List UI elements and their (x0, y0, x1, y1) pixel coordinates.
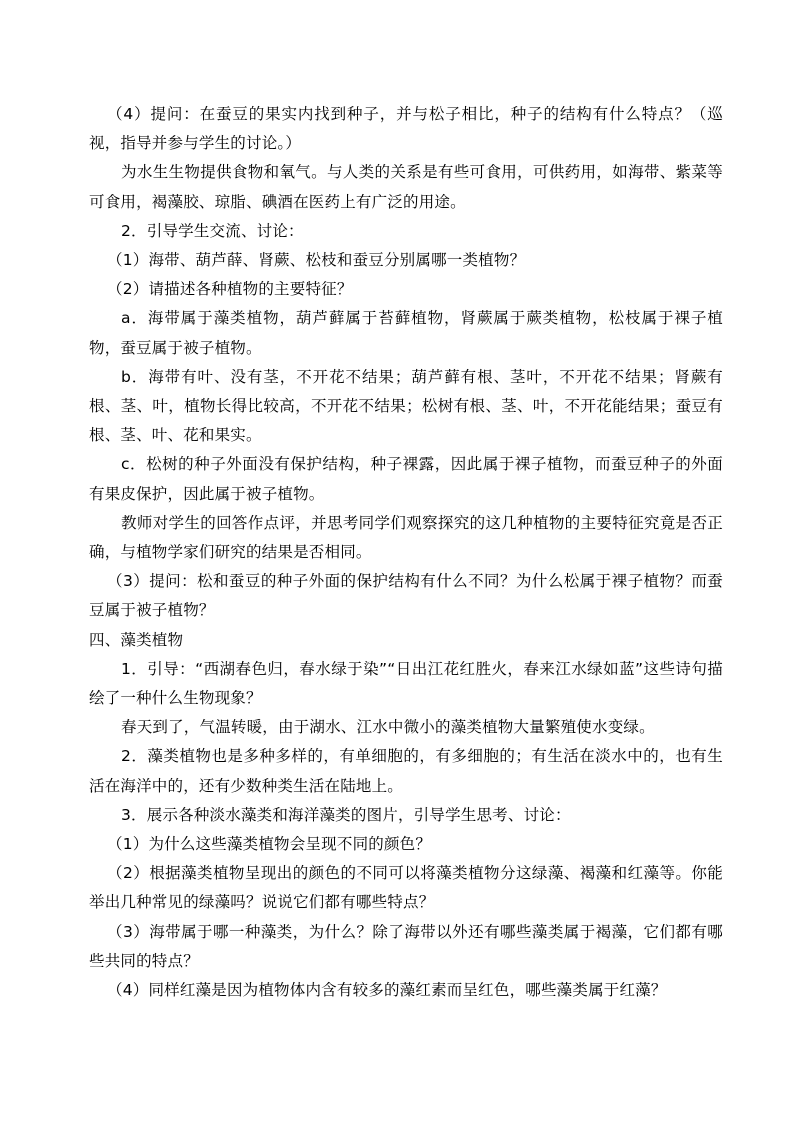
document-body (89, 100, 723, 1005)
paragraph-step-2-diversity: 2．藻类植物也是多种多样的，有单细胞的，有多细胞的；有生活在淡水中的，也有生活在海洋中的，还有少数种类生活在陆地上。 (89, 747, 723, 795)
paragraph-step-2-discussion: 2．引导学生交流、讨论： (121, 221, 304, 240)
paragraph-algae-question-2: （2）根据藻类植物呈现出的颜色的不同可以将藻类植物分这绿藻、褐藻和红藻等。你能举出几种常见的绿藻吗？说说它们都有哪些特点？ (89, 864, 723, 912)
paragraph-spring-explanation: 春天到了，气温转暖，由于湖水、江水中微小的藻类植物大量繁殖使水变绿。 (121, 718, 655, 737)
paragraph-step-3-pictures: 3．展示各种淡水藻类和海洋藻类的图片，引导学生思考、讨论： (121, 805, 571, 824)
paragraph-question-4-seed-structure: （4）提问：在蚕豆的果实内找到种子，并与松子相比，种子的结构有什么特点？（巡视，指导并参与学生的讨论。） (89, 105, 723, 153)
paragraph-answer-a: a．海带属于藻类植物，葫芦藓属于苔藓植物，肾蕨属于蕨类植物，松枝属于裸子植物，蚕豆属于被子植物。 (89, 309, 723, 357)
paragraph-algae-question-3: （3）海带属于哪一种藻类，为什么？除了海带以外还有哪些藻类属于褐藻，它们都有哪些共同的特点？ (89, 922, 723, 970)
section-heading-algae: 四、藻类植物 (89, 630, 184, 649)
paragraph-step-1-poem: 1．引导：“西湖春色归，春水绿于染”“日出江花红胜火，春来江水绿如蓝”这些诗句描绘了一种什么生物现象？ (89, 659, 723, 708)
paragraph-algae-question-4: （4）同样红藻是因为植物体内含有较多的藻红素而呈红色，哪些藻类属于红藻？ (107, 981, 667, 1000)
paragraph-question-2-features: （2）请描述各种植物的主要特征？ (107, 280, 353, 299)
paragraph-teacher-comment: 教师对学生的回答作点评，并思考同学们观察探究的这几种植物的主要特征究竟是否正确，与植物学家们研究的结果是否相同。 (89, 513, 723, 562)
paragraph-answer-b: b．海带有叶、没有茎，不开花不结果；葫芦藓有根、茎叶，不开花不结果；肾蕨有根、茎、叶，植物长得比较高，不开花不结果；松树有根、茎、叶，不开花能结果；蚕豆有根、茎、叶、花和果实。 (89, 367, 723, 445)
paragraph-answer-c: c．松树的种子外面没有保护结构，种子裸露，因此属于裸子植物，而蚕豆种子的外面有果皮保护，因此属于被子植物。 (89, 455, 723, 503)
paragraph-algae-question-1: （1）为什么这些藻类植物会呈现不同的颜色？ (107, 835, 432, 854)
paragraph-algae-uses: 为水生生物提供食物和氧气。与人类的关系是有些可食用，可供药用，如海带、紫菜等可食用，褐藻胶、琼脂、碘酒在医药上有广泛的用途。 (89, 163, 723, 211)
paragraph-question-1-classification: （1）海带、葫芦薛、肾蕨、松枝和蚕豆分别属哪一类植物？ (107, 251, 526, 270)
paragraph-question-3-protection: （3）提问：松和蚕豆的种子外面的保护结构有什么不同？为什么松属于裸子植物？而蚕豆属于被子植物？ (89, 572, 723, 620)
